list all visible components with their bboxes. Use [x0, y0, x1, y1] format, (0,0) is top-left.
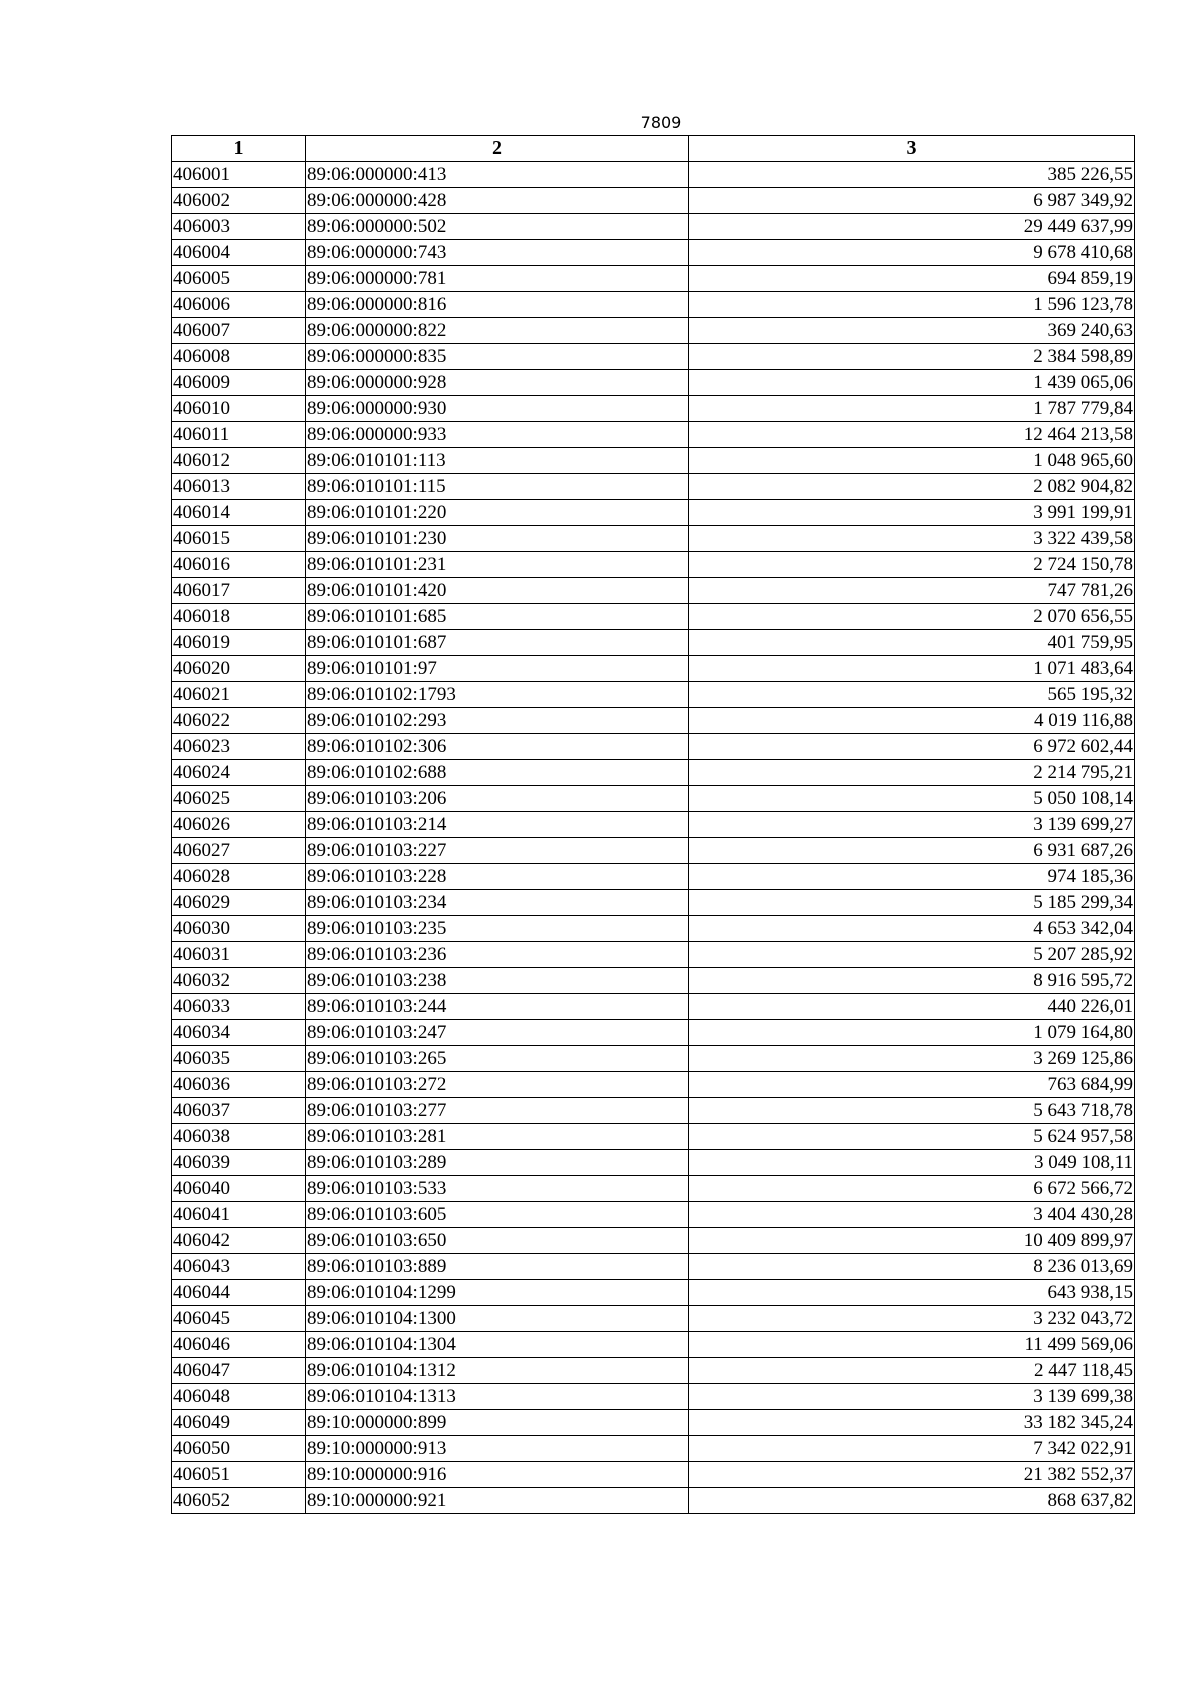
- row-number-cell: 406052: [172, 1488, 306, 1514]
- page-number: 7809: [640, 113, 682, 132]
- value-cell: 3 404 430,28: [689, 1202, 1135, 1228]
- value-cell: 3 322 439,58: [689, 526, 1135, 552]
- cadastral-number-cell: 89:06:010101:420: [306, 578, 689, 604]
- value-cell: 1 787 779,84: [689, 396, 1135, 422]
- row-number-cell: 406027: [172, 838, 306, 864]
- cadastral-number-cell: 89:06:010103:236: [306, 942, 689, 968]
- row-number-cell: 406013: [172, 474, 306, 500]
- cadastral-number-cell: 89:06:000000:928: [306, 370, 689, 396]
- cadastral-number-cell: 89:06:010103:227: [306, 838, 689, 864]
- value-cell: 1 048 965,60: [689, 448, 1135, 474]
- cadastral-number-cell: 89:06:000000:816: [306, 292, 689, 318]
- row-number-cell: 406028: [172, 864, 306, 890]
- value-cell: 5 624 957,58: [689, 1124, 1135, 1150]
- cadastral-number-cell: 89:06:010104:1299: [306, 1280, 689, 1306]
- cadastral-number-cell: 89:06:000000:822: [306, 318, 689, 344]
- table-row: [172, 734, 1135, 760]
- value-cell: 385 226,55: [689, 162, 1135, 188]
- table-header-row: [172, 136, 1135, 162]
- table-header: [172, 136, 1135, 162]
- cadastral-number-cell: 89:06:010101:220: [306, 500, 689, 526]
- table-row: [172, 1202, 1135, 1228]
- cadastral-number-cell: 89:06:010102:306: [306, 734, 689, 760]
- row-number-cell: 406033: [172, 994, 306, 1020]
- value-cell: 3 232 043,72: [689, 1306, 1135, 1332]
- table-row: [172, 630, 1135, 656]
- row-number-cell: 406012: [172, 448, 306, 474]
- cadastral-number-cell: 89:06:010101:231: [306, 552, 689, 578]
- row-number-cell: 406014: [172, 500, 306, 526]
- cadastral-number-cell: 89:06:010104:1312: [306, 1358, 689, 1384]
- table-row: [172, 240, 1135, 266]
- value-cell: 5 185 299,34: [689, 890, 1135, 916]
- cadastral-number-cell: 89:06:000000:781: [306, 266, 689, 292]
- row-number-cell: 406030: [172, 916, 306, 942]
- table-row: [172, 760, 1135, 786]
- table-row: [172, 370, 1135, 396]
- row-number-cell: 406026: [172, 812, 306, 838]
- row-number-cell: 406025: [172, 786, 306, 812]
- value-cell: 4 019 116,88: [689, 708, 1135, 734]
- table-row: [172, 1280, 1135, 1306]
- table-row: [172, 162, 1135, 188]
- value-cell: 3 139 699,27: [689, 812, 1135, 838]
- value-cell: 11 499 569,06: [689, 1332, 1135, 1358]
- cadastral-number-cell: 89:06:010103:289: [306, 1150, 689, 1176]
- table-row: [172, 682, 1135, 708]
- table-row: [172, 526, 1135, 552]
- row-number-cell: 406017: [172, 578, 306, 604]
- table-row: [172, 604, 1135, 630]
- row-number-cell: 406047: [172, 1358, 306, 1384]
- value-cell: 7 342 022,91: [689, 1436, 1135, 1462]
- row-number-cell: 406016: [172, 552, 306, 578]
- row-number-cell: 406041: [172, 1202, 306, 1228]
- value-cell: 1 596 123,78: [689, 292, 1135, 318]
- column-header-1: 1: [172, 136, 306, 162]
- row-number-cell: 406040: [172, 1176, 306, 1202]
- table-row: [172, 474, 1135, 500]
- value-cell: 2 082 904,82: [689, 474, 1135, 500]
- cadastral-number-cell: 89:06:010103:281: [306, 1124, 689, 1150]
- value-cell: 33 182 345,24: [689, 1410, 1135, 1436]
- row-number-cell: 406046: [172, 1332, 306, 1358]
- cadastral-number-cell: 89:06:010103:605: [306, 1202, 689, 1228]
- cadastral-number-cell: 89:06:010103:228: [306, 864, 689, 890]
- table-row: [172, 396, 1135, 422]
- table-row: [172, 266, 1135, 292]
- value-cell: 565 195,32: [689, 682, 1135, 708]
- value-cell: 747 781,26: [689, 578, 1135, 604]
- value-cell: 6 987 349,92: [689, 188, 1135, 214]
- value-cell: 643 938,15: [689, 1280, 1135, 1306]
- table-row: [172, 994, 1135, 1020]
- row-number-cell: 406020: [172, 656, 306, 682]
- table-row: [172, 1228, 1135, 1254]
- table-row: [172, 1462, 1135, 1488]
- row-number-cell: 406002: [172, 188, 306, 214]
- row-number-cell: 406031: [172, 942, 306, 968]
- row-number-cell: 406034: [172, 1020, 306, 1046]
- cadastral-number-cell: 89:06:010103:234: [306, 890, 689, 916]
- cadastral-number-cell: 89:10:000000:916: [306, 1462, 689, 1488]
- cadastral-number-cell: 89:06:010103:235: [306, 916, 689, 942]
- cadastral-number-cell: 89:06:000000:933: [306, 422, 689, 448]
- row-number-cell: 406019: [172, 630, 306, 656]
- data-table: [171, 135, 1135, 1514]
- value-cell: 12 464 213,58: [689, 422, 1135, 448]
- cadastral-number-cell: 89:10:000000:899: [306, 1410, 689, 1436]
- cadastral-number-cell: 89:06:000000:930: [306, 396, 689, 422]
- value-cell: 2 214 795,21: [689, 760, 1135, 786]
- row-number-cell: 406050: [172, 1436, 306, 1462]
- cadastral-number-cell: 89:06:010103:214: [306, 812, 689, 838]
- cadastral-number-cell: 89:06:010101:685: [306, 604, 689, 630]
- cadastral-number-cell: 89:06:010103:238: [306, 968, 689, 994]
- row-number-cell: 406037: [172, 1098, 306, 1124]
- table-row: [172, 864, 1135, 890]
- cadastral-number-cell: 89:06:010103:272: [306, 1072, 689, 1098]
- row-number-cell: 406035: [172, 1046, 306, 1072]
- table-row: [172, 552, 1135, 578]
- value-cell: 868 637,82: [689, 1488, 1135, 1514]
- table-row: [172, 708, 1135, 734]
- value-cell: 5 050 108,14: [689, 786, 1135, 812]
- cadastral-number-cell: 89:06:010103:265: [306, 1046, 689, 1072]
- table-row: [172, 292, 1135, 318]
- table-row: [172, 656, 1135, 682]
- table-row: [172, 1488, 1135, 1514]
- table-row: [172, 1150, 1135, 1176]
- table-row: [172, 1072, 1135, 1098]
- cadastral-number-cell: 89:06:010101:97: [306, 656, 689, 682]
- table-row: [172, 578, 1135, 604]
- row-number-cell: 406004: [172, 240, 306, 266]
- table-row: [172, 1436, 1135, 1462]
- row-number-cell: 406036: [172, 1072, 306, 1098]
- table-row: [172, 1410, 1135, 1436]
- cadastral-number-cell: 89:06:000000:835: [306, 344, 689, 370]
- value-cell: 21 382 552,37: [689, 1462, 1135, 1488]
- row-number-cell: 406051: [172, 1462, 306, 1488]
- value-cell: 974 185,36: [689, 864, 1135, 890]
- value-cell: 694 859,19: [689, 266, 1135, 292]
- table-row: [172, 318, 1135, 344]
- row-number-cell: 406022: [172, 708, 306, 734]
- value-cell: 440 226,01: [689, 994, 1135, 1020]
- value-cell: 8 236 013,69: [689, 1254, 1135, 1280]
- value-cell: 1 439 065,06: [689, 370, 1135, 396]
- row-number-cell: 406042: [172, 1228, 306, 1254]
- table-row: [172, 1046, 1135, 1072]
- cadastral-number-cell: 89:06:010101:230: [306, 526, 689, 552]
- row-number-cell: 406005: [172, 266, 306, 292]
- row-number-cell: 406045: [172, 1306, 306, 1332]
- row-number-cell: 406015: [172, 526, 306, 552]
- value-cell: 8 916 595,72: [689, 968, 1135, 994]
- table-row: [172, 1358, 1135, 1384]
- value-cell: 6 972 602,44: [689, 734, 1135, 760]
- cadastral-number-cell: 89:06:010104:1304: [306, 1332, 689, 1358]
- cadastral-number-cell: 89:06:010101:115: [306, 474, 689, 500]
- table-body: [172, 162, 1135, 1514]
- table-row: [172, 214, 1135, 240]
- cadastral-number-cell: 89:06:010103:244: [306, 994, 689, 1020]
- cadastral-number-cell: 89:06:010102:293: [306, 708, 689, 734]
- row-number-cell: 406018: [172, 604, 306, 630]
- row-number-cell: 406010: [172, 396, 306, 422]
- value-cell: 6 672 566,72: [689, 1176, 1135, 1202]
- value-cell: 29 449 637,99: [689, 214, 1135, 240]
- cadastral-number-cell: 89:06:010103:247: [306, 1020, 689, 1046]
- row-number-cell: 406048: [172, 1384, 306, 1410]
- table-row: [172, 786, 1135, 812]
- table-row: [172, 1384, 1135, 1410]
- table-row: [172, 1332, 1135, 1358]
- value-cell: 9 678 410,68: [689, 240, 1135, 266]
- table-row: [172, 916, 1135, 942]
- value-cell: 6 931 687,26: [689, 838, 1135, 864]
- cadastral-number-cell: 89:06:010104:1313: [306, 1384, 689, 1410]
- row-number-cell: 406044: [172, 1280, 306, 1306]
- table-row: [172, 1254, 1135, 1280]
- row-number-cell: 406006: [172, 292, 306, 318]
- value-cell: 401 759,95: [689, 630, 1135, 656]
- table-row: [172, 1176, 1135, 1202]
- cadastral-number-cell: 89:06:010102:1793: [306, 682, 689, 708]
- value-cell: 5 207 285,92: [689, 942, 1135, 968]
- cadastral-number-cell: 89:06:000000:502: [306, 214, 689, 240]
- table-row: [172, 1020, 1135, 1046]
- row-number-cell: 406038: [172, 1124, 306, 1150]
- cadastral-number-cell: 89:06:010101:113: [306, 448, 689, 474]
- row-number-cell: 406009: [172, 370, 306, 396]
- table-row: [172, 942, 1135, 968]
- table-row: [172, 812, 1135, 838]
- row-number-cell: 406023: [172, 734, 306, 760]
- cadastral-number-cell: 89:06:010102:688: [306, 760, 689, 786]
- row-number-cell: 406008: [172, 344, 306, 370]
- value-cell: 1 071 483,64: [689, 656, 1135, 682]
- row-number-cell: 406011: [172, 422, 306, 448]
- cadastral-number-cell: 89:06:010103:206: [306, 786, 689, 812]
- value-cell: 4 653 342,04: [689, 916, 1135, 942]
- value-cell: 10 409 899,97: [689, 1228, 1135, 1254]
- cadastral-number-cell: 89:06:010103:277: [306, 1098, 689, 1124]
- row-number-cell: 406007: [172, 318, 306, 344]
- cadastral-number-cell: 89:06:010103:889: [306, 1254, 689, 1280]
- table-row: [172, 1124, 1135, 1150]
- row-number-cell: 406039: [172, 1150, 306, 1176]
- value-cell: 2 724 150,78: [689, 552, 1135, 578]
- row-number-cell: 406049: [172, 1410, 306, 1436]
- value-cell: 1 079 164,80: [689, 1020, 1135, 1046]
- value-cell: 2 384 598,89: [689, 344, 1135, 370]
- value-cell: 3 139 699,38: [689, 1384, 1135, 1410]
- table-row: [172, 188, 1135, 214]
- value-cell: 3 991 199,91: [689, 500, 1135, 526]
- table-row: [172, 344, 1135, 370]
- cadastral-number-cell: 89:10:000000:913: [306, 1436, 689, 1462]
- row-number-cell: 406021: [172, 682, 306, 708]
- table-row: [172, 1098, 1135, 1124]
- table-row: [172, 422, 1135, 448]
- row-number-cell: 406001: [172, 162, 306, 188]
- row-number-cell: 406032: [172, 968, 306, 994]
- value-cell: 2 070 656,55: [689, 604, 1135, 630]
- cadastral-number-cell: 89:06:010103:533: [306, 1176, 689, 1202]
- table-row: [172, 448, 1135, 474]
- table-row: [172, 838, 1135, 864]
- value-cell: 3 269 125,86: [689, 1046, 1135, 1072]
- value-cell: 5 643 718,78: [689, 1098, 1135, 1124]
- column-header-2: 2: [306, 136, 689, 162]
- cadastral-number-cell: 89:06:000000:428: [306, 188, 689, 214]
- row-number-cell: 406043: [172, 1254, 306, 1280]
- value-cell: 369 240,63: [689, 318, 1135, 344]
- cadastral-number-cell: 89:06:000000:413: [306, 162, 689, 188]
- cadastral-number-cell: 89:06:010104:1300: [306, 1306, 689, 1332]
- row-number-cell: 406029: [172, 890, 306, 916]
- table-row: [172, 890, 1135, 916]
- cadastral-number-cell: 89:06:010101:687: [306, 630, 689, 656]
- table-row: [172, 500, 1135, 526]
- row-number-cell: 406024: [172, 760, 306, 786]
- cadastral-number-cell: 89:10:000000:921: [306, 1488, 689, 1514]
- cadastral-number-cell: 89:06:010103:650: [306, 1228, 689, 1254]
- table-row: [172, 968, 1135, 994]
- row-number-cell: 406003: [172, 214, 306, 240]
- value-cell: 3 049 108,11: [689, 1150, 1135, 1176]
- table-row: [172, 1306, 1135, 1332]
- cadastral-number-cell: 89:06:000000:743: [306, 240, 689, 266]
- value-cell: 763 684,99: [689, 1072, 1135, 1098]
- value-cell: 2 447 118,45: [689, 1358, 1135, 1384]
- column-header-3: 3: [689, 136, 1135, 162]
